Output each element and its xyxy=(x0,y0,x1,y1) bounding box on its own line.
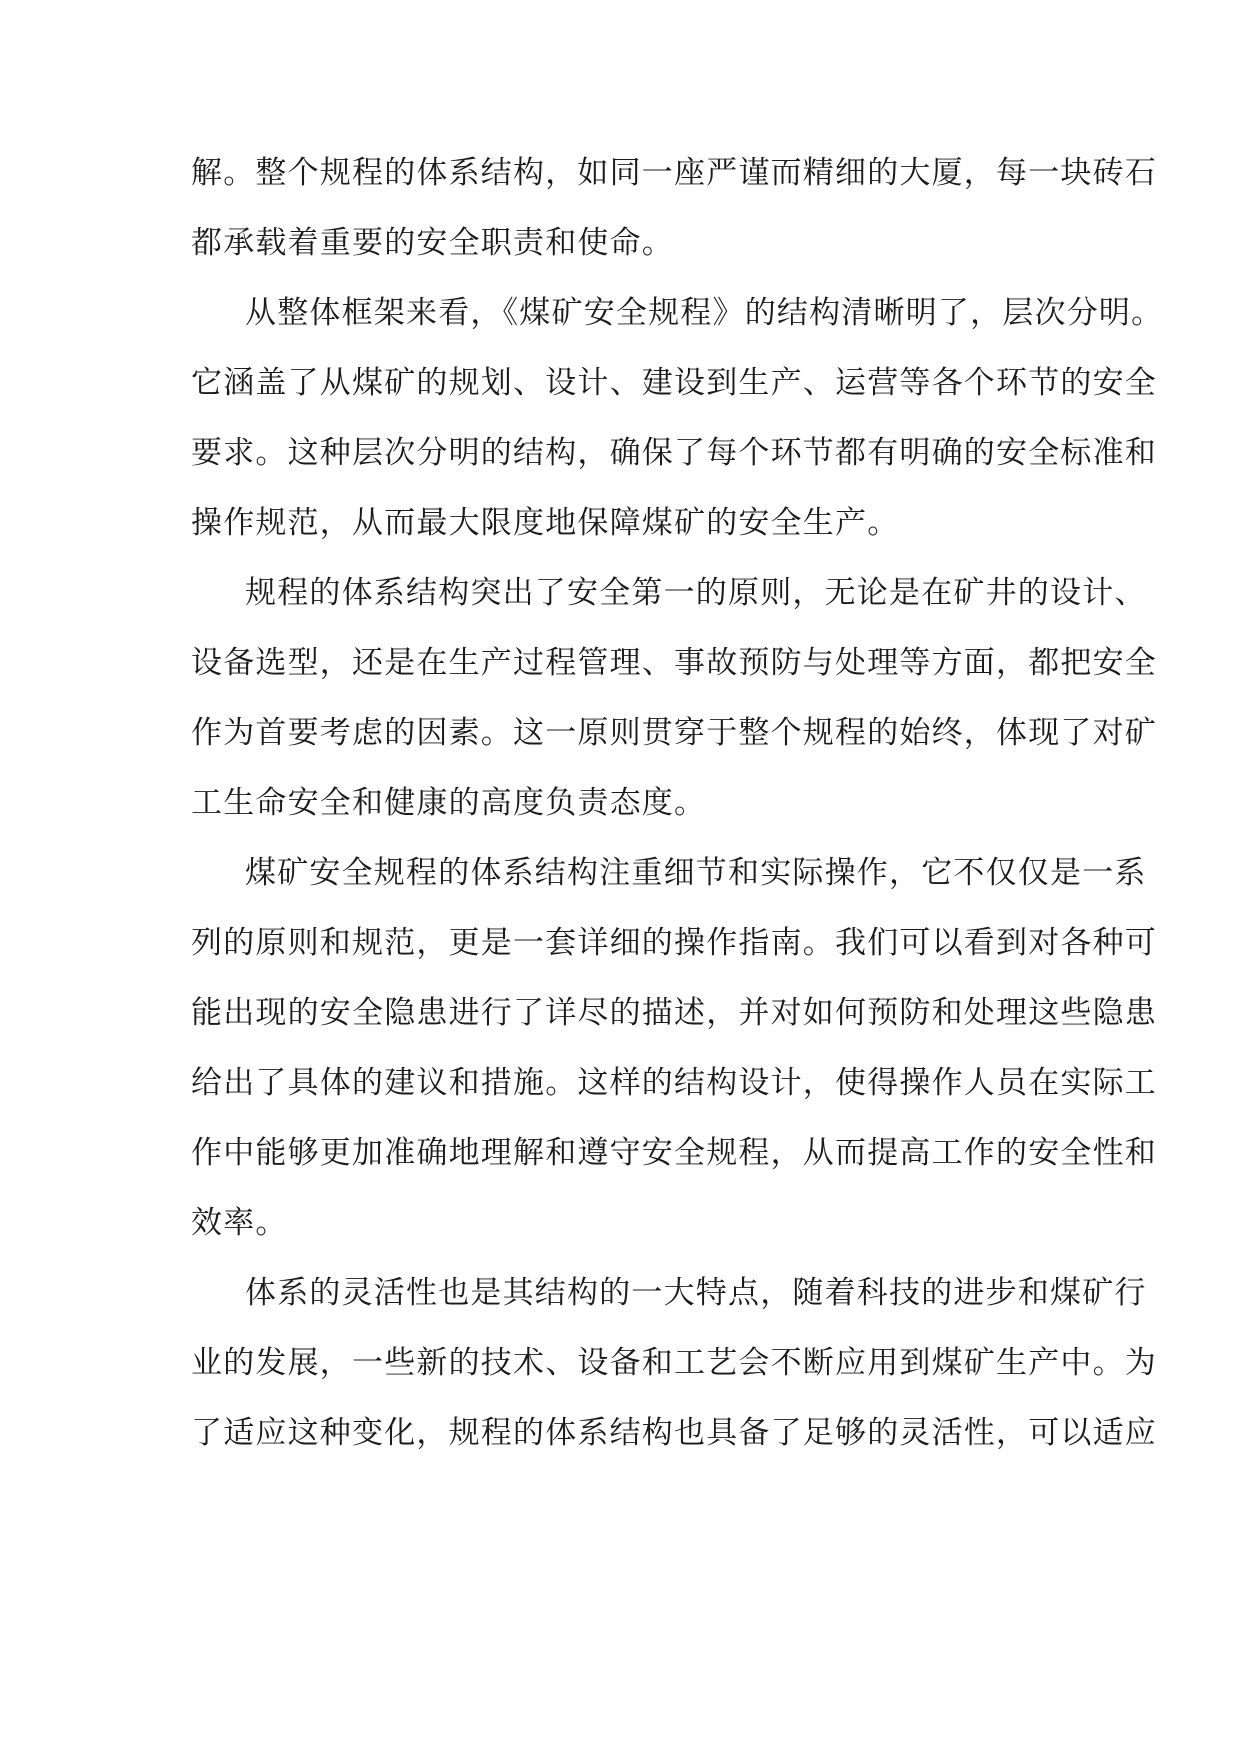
text-line: 作中能够更加准确地理解和遵守安全规程，从而提高工作的安全性和 xyxy=(191,1135,1157,1171)
text-line: 能出现的安全隐患进行了详尽的描述，并对如何预防和处理这些隐患 xyxy=(191,995,1157,1031)
text-line: 设备选型，还是在生产过程管理、事故预防与处理等方面，都把安全 xyxy=(191,645,1157,681)
text-line: 作为首要考虑的因素。这一原则贯穿于整个规程的始终，体现了对矿 xyxy=(191,715,1157,751)
text-line: 业的发展，一些新的技术、设备和工艺会不断应用到煤矿生产中。为 xyxy=(191,1345,1157,1381)
text-line: 它涵盖了从煤矿的规划、设计、建设到生产、运营等各个环节的安全 xyxy=(191,365,1157,401)
paragraph-first-line: 从整体框架来看，《煤矿安全规程》的结构清晰明了，层次分明。 xyxy=(245,295,1164,331)
text-line: 列的原则和规范，更是一套详细的操作指南。我们可以看到对各种可 xyxy=(191,925,1157,961)
text-line: 工生命安全和健康的高度负责态度。 xyxy=(191,785,707,821)
text-line: 要求。这种层次分明的结构，确保了每个环节都有明确的安全标准和 xyxy=(191,435,1157,471)
text-line: 解。整个规程的体系结构，如同一座严谨而精细的大厦，每一块砖石 xyxy=(191,155,1157,191)
text-line: 效率。 xyxy=(191,1205,288,1241)
text-line: 操作规范，从而最大限度地保障煤矿的安全生产。 xyxy=(191,505,900,541)
text-line: 给出了具体的建议和措施。这样的结构设计，使得操作人员在实际工 xyxy=(191,1065,1157,1101)
paragraph-first-line: 规程的体系结构突出了安全第一的原则，无论是在矿井的设计、 xyxy=(245,575,1147,611)
text-line: 了适应这种变化，规程的体系结构也具备了足够的灵活性，可以适应 xyxy=(191,1415,1157,1451)
paragraph-first-line: 体系的灵活性也是其结构的一大特点，随着科技的进步和煤矿行 xyxy=(245,1275,1147,1311)
text-line: 都承载着重要的安全职责和使命。 xyxy=(191,225,674,261)
paragraph-first-line: 煤矿安全规程的体系结构注重细节和实际操作，它不仅仅是一系 xyxy=(245,855,1147,891)
